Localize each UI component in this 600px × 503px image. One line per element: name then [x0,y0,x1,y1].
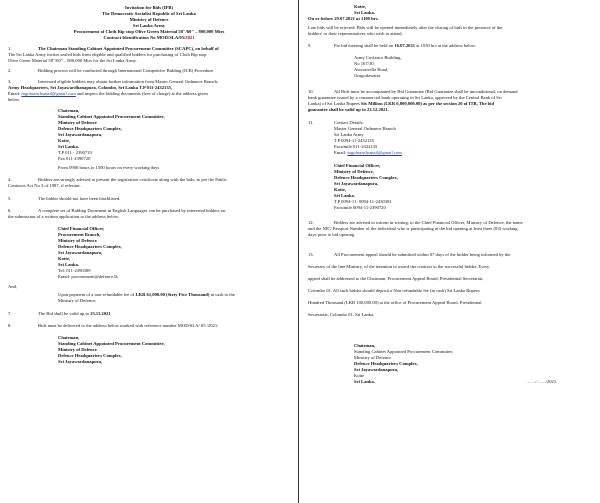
guarantee-text: Lanka) of Sri Lanka Rupees [308,101,361,106]
para-7-number: 7. [8,311,12,316]
para-3-number: 3. [8,79,12,84]
para-3-line: Army Headquarters, Sri Jayawardhanapura, Colombo, Sri Lanka T.P 011-2432135, [8,85,173,90]
address-line: Standing Cabinet Appointed Procurement Committee, [58,341,165,346]
address-line: T.P 0094-11- 0094-11-2430381 [334,199,392,204]
address-line: Sri Jayawardanapura, [58,132,103,137]
address-line: Kotte, [334,187,347,192]
signature-date: ……/……/2021. [526,379,558,384]
late-bids-line: bidders' or their representatives who wish to attend. [308,31,403,36]
bid-validity-text: The Bid shall be valid up to [38,311,91,316]
signature-line: Ministry of Defence [354,355,392,360]
para-9-text [334,43,476,49]
address-line: Chief Financial Officer, [334,163,381,168]
address-line: Sri Lanka. [58,262,79,267]
para-13-line: Hundred Thousand (LKR 100,000.00) at the office of Procurement Appeal Board, Presidential [308,300,482,305]
address-line: Sri Jayawardanapura, [334,181,379,186]
closing-deadline: On or before 29.07.2021 at 1100 hrs. [308,16,379,21]
procurement-title: Procurement of Cloth Rip stop Olive Green Material 58"/60" – 800,000 Mtrs [73,29,225,34]
address-line: Sri Lanka. [334,193,355,198]
para-11-number: 11. [308,120,314,125]
late-bids-line: Late bids will be rejected. Bids will be opened immediately after the closing of bids in the presence of the [308,25,503,30]
address-line: Sri Lanka. [354,10,375,15]
address-line: Facsimile 0094-11-2390720 [334,205,386,210]
contract-id-year: 2021 [185,35,195,40]
para-5-number: 5. [8,196,12,201]
address-line: Orugodawatta. [354,73,382,78]
address-line: Ministry of Defence [58,347,97,352]
army-name: Sri Lanka Army [132,23,166,28]
address-line: Kotte, [354,4,367,9]
document-page-right [306,0,596,503]
contact-line: Master General Ordnance Branch [334,126,396,131]
para-3-text: and inspect the bidding documents (free of charge) at the address given [75,91,208,96]
fee-text: in cash to the [209,292,235,297]
address-line: Defence Headquarters Complex, [58,353,122,358]
ifb-title: Invitation for Bids (IFB) [124,5,174,10]
pre-bid-text: at 1030 hrs at the address below: [415,43,477,48]
para-12-number: 12. [308,220,314,225]
para-13-line: Secretary of the line Ministry, of the intention to award the contract to the successful bidder. Every [308,264,490,269]
para-10-line: guarantee shall be valid up to 23.12.2021. [308,107,389,112]
para-8-number: 8. [8,323,12,328]
para-4-line: Bidders are strongly advised to present the registration certificate along with the bids, as per the Public [38,177,227,182]
ministry-name: Ministry of Defence [129,17,169,22]
para-3-line [8,91,208,97]
para-10-line: All Bids must be accompanied by Bid Guarantee (Bid Guarantee shall be unconditional, on demand [334,89,518,94]
para-6-line: A complete set of Bidding Document in English Languages can be purchased by interested bidders on [38,208,226,213]
address-line: Email: procurement@defence.lk [58,274,118,279]
contact-line: T.P 0094-11-2432135 [334,138,374,143]
para-9-number: 9. [308,43,312,48]
para-4-line: Contracts Act No 3 of 1987, if relevant. [8,183,81,188]
para-10-line [308,101,494,107]
signature-line: Sri Jayawardanapura, [354,367,399,372]
email-link[interactable]: mgobranchsmail@gmail.com [347,150,402,155]
para-3-line: Interested eligible bidders may obtain further information from Master General Ordnance Branch, [38,79,219,84]
contract-id-prefix: Contract Identification No MOD/SLA/05/ [103,35,186,40]
address-line: Fax 011-2390720 [58,156,91,161]
contact-line: Facsimile 011-2432135 [334,144,378,149]
address-line: Sri Jayawardanapura, [58,250,103,255]
para-7-text [38,311,111,317]
para-12-line: Bidders are advised to inform in writing, to the Chief Financial Officer, Ministry of Defence, the name [334,220,523,225]
address-line: Avissawella Road, [354,67,389,72]
address-line: Sri Jayawardanapura, [58,359,103,364]
bid-validity-date: 23.11.2021 [90,311,111,316]
para-1-line: The Chairman Standing Cabinet Appointed Procurement Committee (SCAPC), on behalf of [38,46,219,51]
para-2-text: Bidding process will be conducted through International Competitive Bidding (ICB) Procedure. [38,68,215,73]
signature-line: Defence Headquarters Complex, [354,361,418,366]
address-line: Ministry of Defence [58,120,97,125]
address-line: No 167/30, [354,61,375,66]
para-1-number: 1. [8,46,12,51]
address-line: Chairman, [58,108,80,113]
para-3-line: below. [8,97,21,102]
office-hours: From 0900 hours to 1500 hours on every working days [58,165,160,170]
para-12-line: days prior to bid opening. [308,232,356,237]
fee-amount: LKR 61,000.00 (Sixty Five Thousand) [135,292,210,297]
para-10-line: bank guarantee issued by a commercial bank operating in Sri Lanka, approved by the Central Bank of Sri [308,95,502,100]
address-line: Tel: 011-2390389 [58,268,91,273]
email-label: Email: [8,91,22,96]
para-6-line: the submission of a written application to the address below; [8,214,120,219]
contact-line: Sri Lanka Army [334,132,364,137]
para-6-number: 6. [8,208,12,213]
address-line: Kotte, [58,256,71,261]
signature-line: Sri Lanka. [354,379,375,384]
para-13-line: Secretariat, Colombo 01, Sri Lanka. [308,312,375,317]
address-line: Standing Cabinet Appointed Procurement Committee, [58,114,165,119]
contact-line [334,150,402,156]
republic-name: The Democratic Socialist Republic of Sri Lanka [102,11,196,16]
signature-line: Chairman, [354,343,376,348]
contract-id [4,35,294,41]
para-2-number: 2. [8,68,12,73]
page-divider [298,0,299,503]
fee-line [58,292,235,298]
para-5-text: The bidder should not have been blacklisted. [38,196,121,201]
para-13-line: All Procurement appeal should be submitted within 07 days of the bidder being informed by the [334,252,511,257]
pre-bid-text: Pre bid meeting shall be held on [334,43,395,48]
fee-line: Ministry of Defence, [58,298,97,303]
signature-line: Kotte [354,373,365,378]
para-13-line: appeal shall be addressed to the Chairman, Procurement Appeal Board, Presidential Secretariat, [308,276,484,281]
document-page-left [4,0,294,503]
address-line: Defence Headquarters Complex, [58,244,122,249]
para-8-text: Bids must be delivered to the address below marked with reference number MOD/SLA/ 05 /2021: [38,323,219,328]
address-line: Ministry of Defence, [334,169,374,174]
fee-text: Upon payment of a non-refundable fee of [58,292,136,297]
and-label: And, [8,284,18,289]
email-link[interactable]: mgobranchsmail@gmail.com [21,91,76,96]
para-12-line: and the NIC/ Passport Number of the individual who is participating at the bid opening at least three (03) working [308,226,518,231]
para-13-number: 13. [308,252,314,257]
guarantee-amount: Six Million (LKR 6,000,000.00) as per the section 20 of ITB, The bid [360,101,495,106]
address-line: Sri Lanka. [58,144,79,149]
para-4-number: 4. [8,177,12,182]
address-line: T.P 011 - 2390719 [58,150,92,155]
address-line: Defence Headquarters Complex, [334,175,398,180]
address-line: Procurement Branch, [58,232,101,237]
signature-line: Standing Cabinet Appointed Procurement Committee, [354,349,454,354]
para-10-number: 10. [308,89,314,94]
para-13-line: Colombo 01. All such bidder should deposit a Non refundable fee (in cash) Sri Lanka Rupees [308,288,480,293]
address-line: Chairman, [58,335,80,340]
contact-line: Contact Details: [334,120,364,125]
email-label: Email: [334,150,348,155]
para-1-line: The Sri Lanka Army invites sealed bids from eligible and qualified bidders for purchasing of Cloth Rip stop [8,52,207,57]
address-line: Defence Headquarters Complex, [58,126,122,131]
address-line: Kotte, [58,138,71,143]
para-1-line: Olive Green Material 58"/60" – 800,000 Mtrs for the Sri Lanka Army. [8,58,137,63]
pre-bid-date: 16.07.2021 [394,43,416,48]
address-line: Ministry of Defence [58,238,97,243]
address-line: Chief Financial Officer, [58,226,105,231]
address-line: Army Cavlanco Building, [354,55,402,60]
